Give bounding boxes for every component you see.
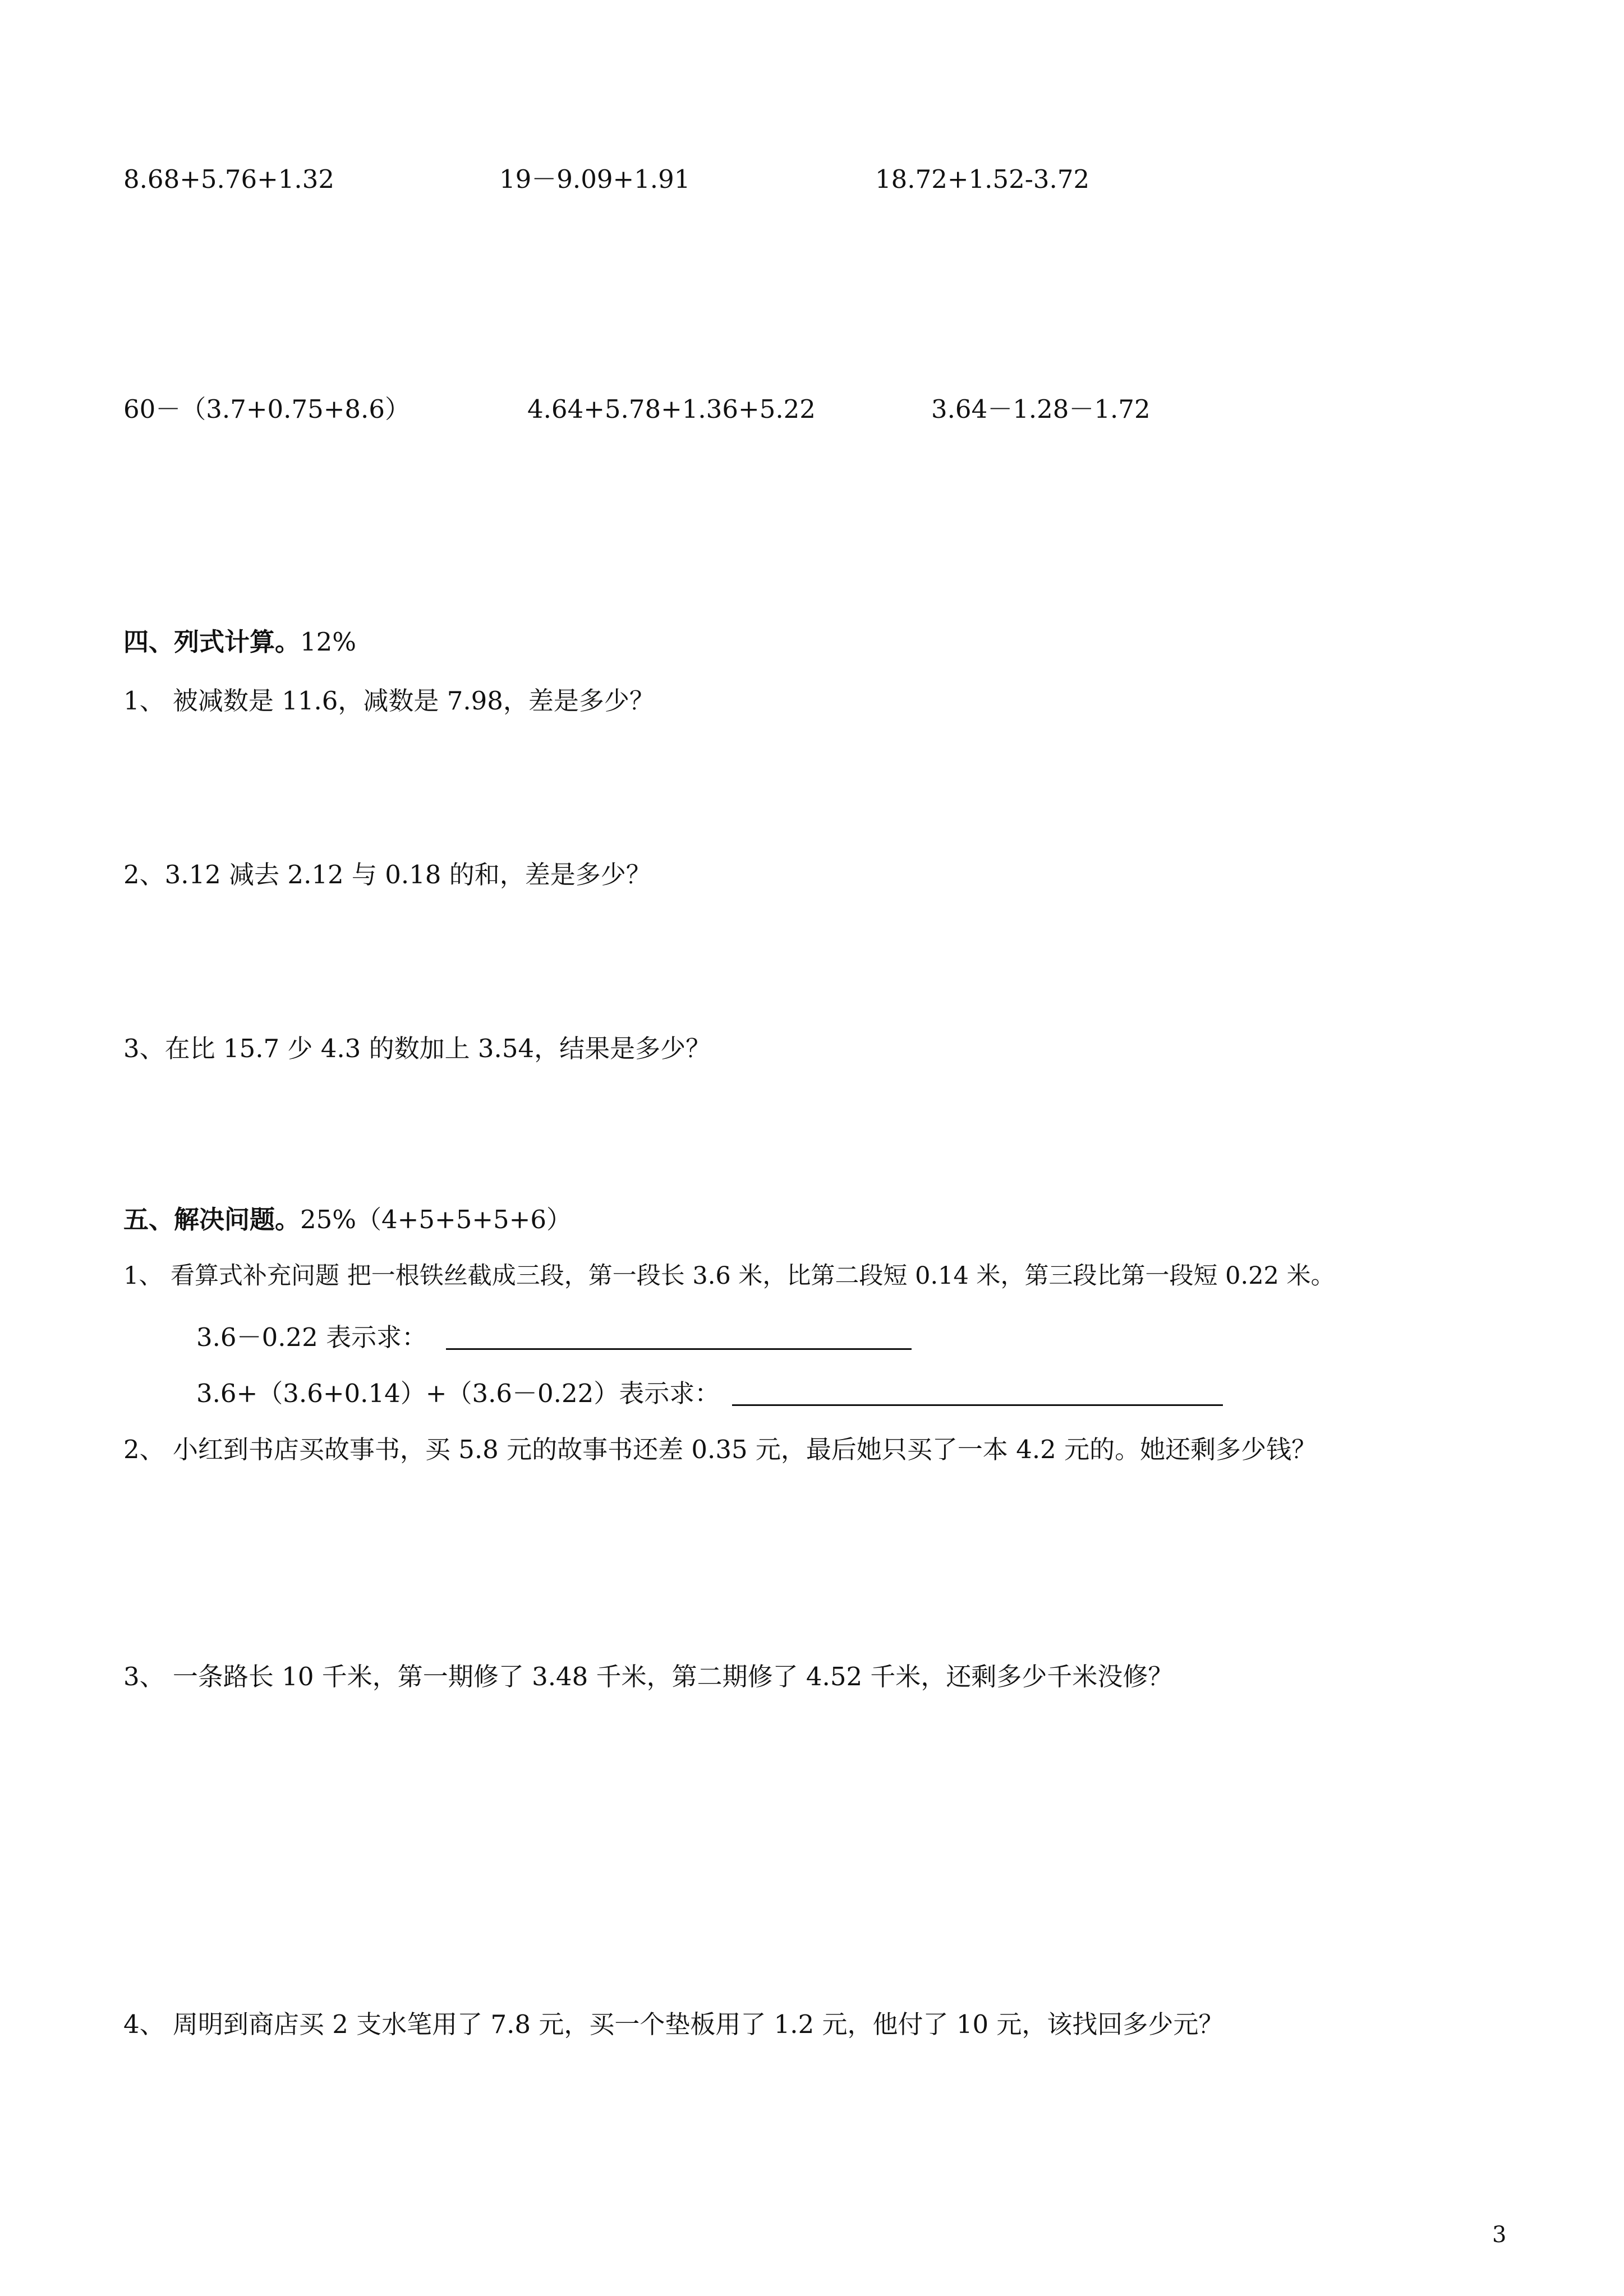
section-title: 四、列式计算。 — [123, 627, 301, 657]
sub-question: 3.6+（3.6+0.14）+（3.6－0.22）表示求： — [196, 1378, 720, 1408]
expression: 8.68+5.76+1.32 — [123, 164, 334, 194]
answer-line — [446, 1348, 912, 1350]
section-percent: 12% — [300, 627, 357, 657]
expression: 3.64－1.28－1.72 — [931, 394, 1151, 424]
section-heading — [123, 625, 356, 659]
question: 1、 被减数是 11.6，减数是 7.98，差是多少？ — [123, 686, 655, 716]
section-title: 五、解决问题。 — [123, 1205, 301, 1234]
sub-question: 3.6－0.22 表示求： — [196, 1322, 427, 1352]
question: 3、 一条路长 10 千米，第一期修了 3.48 千米，第二期修了 4.52 千米，还剩多少千米没修？ — [123, 1662, 1174, 1691]
question: 1、 看算式补充问题 把一根铁丝截成三段，第一段长 3.6 米，比第二段短 0.14 米，第三段比第一段短 0.22 米。 — [123, 1262, 1335, 1290]
section-percent: 25%（4+5+5+5+6） — [300, 1205, 572, 1234]
expression: 4.64+5.78+1.36+5.22 — [527, 394, 816, 424]
expression: 18.72+1.52-3.72 — [875, 164, 1090, 194]
question: 2、3.12 减去 2.12 与 0.18 的和，差是多少？ — [123, 860, 651, 889]
question: 2、 小红到书店买故事书，买 5.8 元的故事书还差 0.35 元，最后她只买了一本 4.2 元的。她还剩多少钱？ — [123, 1435, 1317, 1464]
section-heading — [123, 1203, 572, 1237]
page-number: 3 — [1492, 2222, 1507, 2248]
expression: 19－9.09+1.91 — [499, 164, 691, 194]
expression: 60－（3.7+0.75+8.6） — [123, 394, 410, 424]
question: 4、 周明到商店买 2 支水笔用了 7.8 元，买一个垫板用了 1.2 元，他付了 10 元，该找回多少元？ — [123, 2009, 1224, 2039]
question: 3、在比 15.7 少 4.3 的数加上 3.54，结果是多少？ — [123, 1034, 711, 1063]
answer-line — [732, 1404, 1223, 1406]
